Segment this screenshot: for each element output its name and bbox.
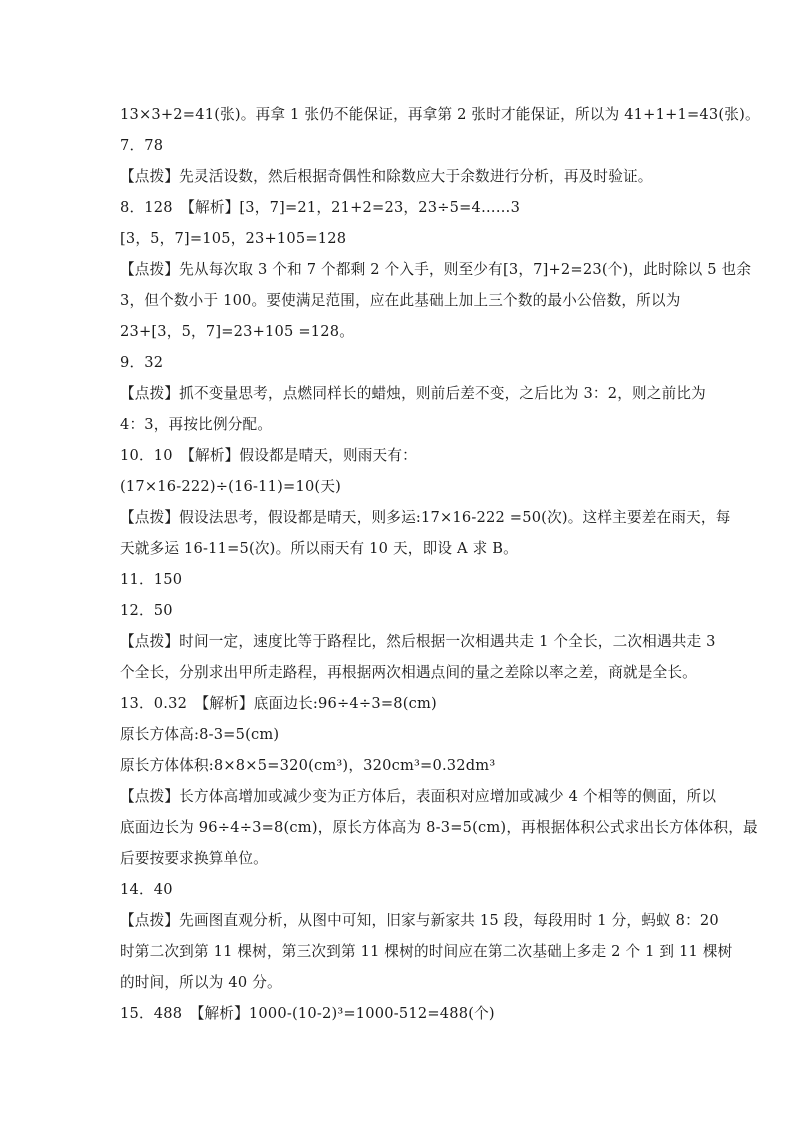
answer-line-7: 7．78: [120, 137, 164, 154]
answer-line-8: 8．128 【解析】[3，7]=21，21+2=23，23÷5=4……3: [120, 199, 521, 216]
answer-line-13: 13．0.32 【解析】底面边长:96÷4÷3=8(cm): [120, 695, 437, 712]
text-line: 4：3，再按比例分配。: [120, 416, 273, 433]
text-line: [3，5，7]=105，23+105=128: [120, 230, 347, 247]
text-line: 天就多运 16-11=5(次)。所以雨天有 10 天，即设 A 求 B。: [120, 540, 518, 557]
answer-line-15: 15．488 【解析】1000-(10-2)³=1000-512=488(个): [120, 1005, 495, 1022]
answer-text-block: [120, 99, 760, 1029]
hint-line: 【点拨】假设法思考，假设都是晴天，则多运:17×16-222 =50(次)。这样主要差在雨天，每: [120, 509, 731, 526]
answer-line-9: 9．32: [120, 354, 164, 371]
hint-line: 【点拨】先灵活设数，然后根据奇偶性和除数应大于余数进行分析，再及时验证。: [120, 168, 653, 185]
text-line: 底面边长为 96÷4÷3=8(cm)，原长方体高为 8-3=5(cm)，再根据体积公式求出长方体体积，最: [120, 819, 758, 836]
answer-line-11: 11．150: [120, 571, 183, 588]
hint-line: 【点拨】抓不变量思考，点燃同样长的蜡烛，则前后差不变，之后比为 3：2，则之前比为: [120, 385, 706, 402]
text-line: 时第二次到第 11 棵树，第三次到第 11 棵树的时间应在第二次基础上多走 2 个 1 到 11 棵树: [120, 943, 733, 960]
text-line: 原长方体体积:8×8×5=320(cm³)，320cm³=0.32dm³: [120, 757, 496, 774]
text-line: (17×16-222)÷(16-11)=10(天): [120, 478, 342, 495]
text-line: 13×3+2=41(张)。再拿 1 张仍不能保证，再拿第 2 张时才能保证，所以为 41+1+1=43(张)。: [120, 106, 760, 123]
text-line: 的时间，所以为 40 分。: [120, 974, 282, 991]
hint-line: 【点拨】先从每次取 3 个和 7 个都剩 2 个入手，则至少有[3，7]+2=23(个)，此时除以 5 也余: [120, 261, 752, 278]
hint-line: 【点拨】时间一定，速度比等于路程比，然后根据一次相遇共走 1 个全长，二次相遇共走 3: [120, 633, 716, 650]
text-line: 23+[3，5，7]=23+105 =128。: [120, 323, 355, 340]
text-line: 3，但个数小于 100。要使满足范围，应在此基础上加上三个数的最小公倍数，所以为: [120, 292, 681, 309]
text-line: 个全长，分别求出甲所走路程，再根据两次相遇点间的量之差除以率之差，商就是全长。: [120, 664, 697, 681]
hint-line: 【点拨】先画图直观分析，从图中可知，旧家与新家共 15 段，每段用时 1 分，蚂蚁 8：20: [120, 912, 719, 929]
hint-line: 【点拨】长方体高增加或减少变为正方体后，表面积对应增加或减少 4 个相等的侧面，所以: [120, 788, 717, 805]
text-line: 后要按要求换算单位。: [120, 850, 268, 867]
answer-line-10: 10．10 【解析】假设都是晴天，则雨天有：: [120, 447, 417, 464]
text-line: 原长方体高:8-3=5(cm): [120, 726, 280, 743]
answer-line-14: 14．40: [120, 881, 173, 898]
answer-line-12: 12．50: [120, 602, 173, 619]
